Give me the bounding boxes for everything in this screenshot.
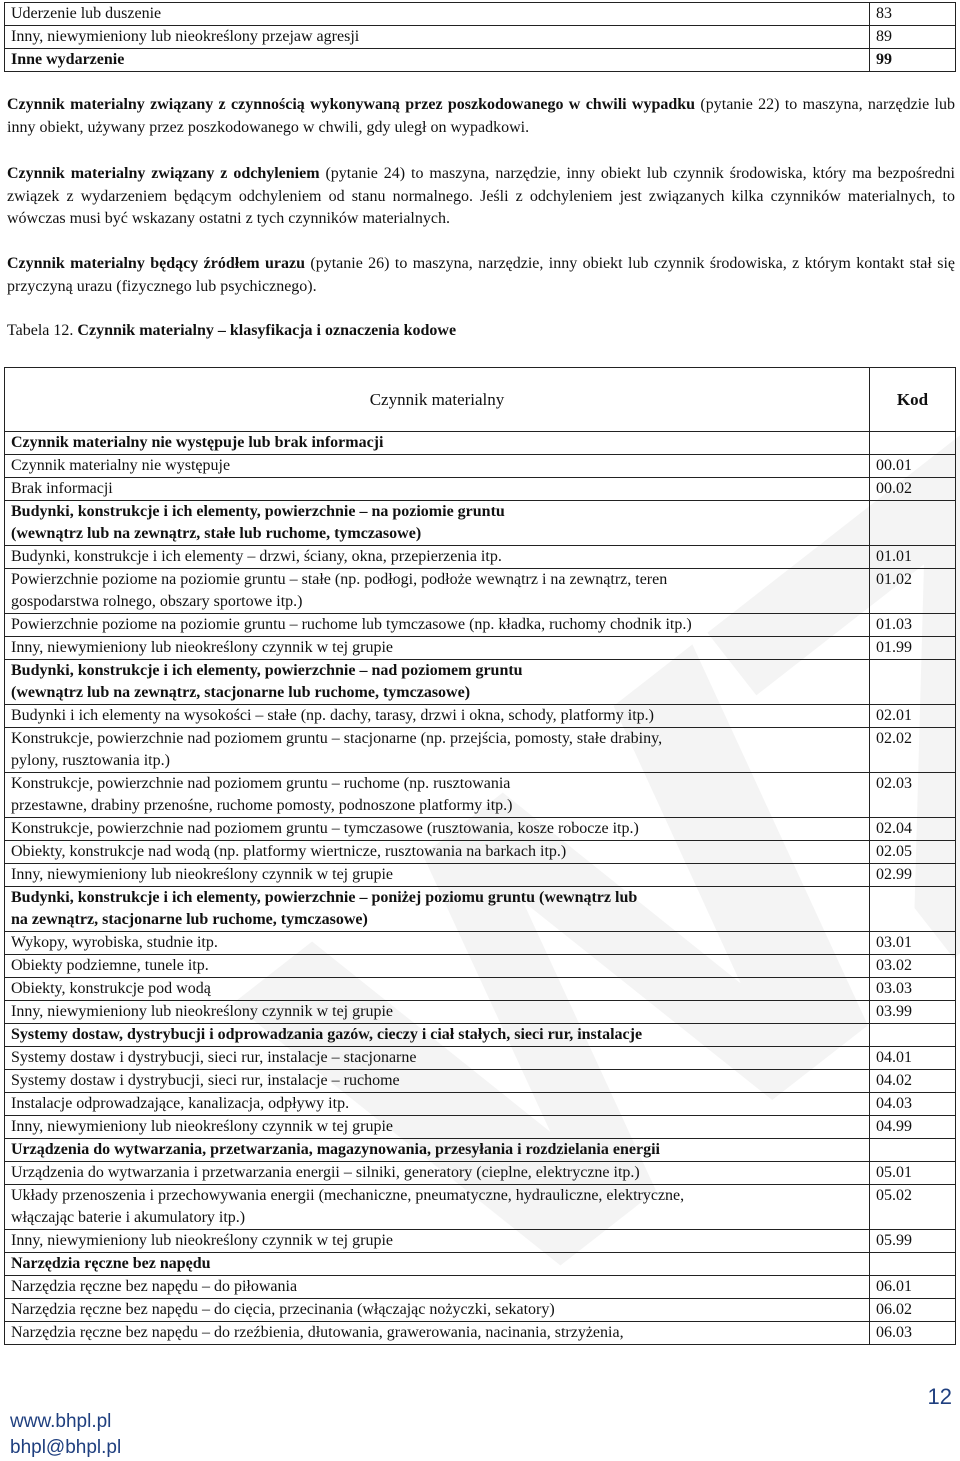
row-label-line: Inny, niewymieniony lub nieokreślony czynnik w tej grupie (11, 1232, 393, 1249)
row-code (870, 432, 956, 455)
group-header-row (5, 887, 956, 932)
row-code: 03.03 (870, 978, 956, 1001)
table-row (5, 614, 956, 637)
table-row (5, 3, 956, 26)
definition-paragraph-1 (7, 94, 955, 139)
row-label (5, 818, 870, 841)
row-label (5, 1047, 870, 1070)
row-code: 04.99 (870, 1116, 956, 1139)
row-label-line: Systemy dostaw i dystrybucji, sieci rur, instalacje – stacjonarne (11, 1049, 417, 1066)
row-label (5, 1116, 870, 1139)
row-code: 99 (870, 49, 956, 72)
row-label (5, 660, 870, 705)
table-row (5, 955, 956, 978)
row-code: 02.02 (870, 728, 956, 773)
row-code (870, 1139, 956, 1162)
row-code: 02.03 (870, 773, 956, 818)
row-code: 06.01 (870, 1276, 956, 1299)
row-label-line: (wewnątrz lub na zewnątrz, stałe lub ruchome, tymczasowe) (11, 525, 422, 542)
row-label (5, 546, 870, 569)
row-label-line: Powierzchnie poziome na poziomie gruntu – stałe (np. podłogi, podłoże wewnątrz i na zewnątrz, teren (11, 571, 668, 588)
table-row (5, 1299, 956, 1322)
row-label (5, 1276, 870, 1299)
row-label (5, 978, 870, 1001)
row-code: 04.01 (870, 1047, 956, 1070)
table-row (5, 1230, 956, 1253)
row-label-line: Systemy dostaw i dystrybucji, sieci rur, instalacje – ruchome (11, 1072, 400, 1089)
table-row (5, 546, 956, 569)
row-label (5, 3, 870, 26)
row-label-line: Konstrukcje, powierzchnie nad poziomem gruntu – ruchome (np. rusztowania (11, 775, 511, 792)
group-header-row (5, 501, 956, 546)
table-row (5, 1047, 956, 1070)
definition-text: (pytanie 22) to maszyna, narzędzie lub inny obiekt, używany przez poszkodowanego w chwili, gdy uległ on wypadkowi. (7, 96, 955, 136)
row-label (5, 1162, 870, 1185)
footer-links (10, 1409, 121, 1461)
row-label (5, 887, 870, 932)
row-label-line: Obiekty, konstrukcje pod wodą (11, 980, 211, 997)
row-label-line: Urządzenia do wytwarzania, przetwarzania, magazynowania, przesyłania i rozdzielania energii (11, 1141, 660, 1158)
row-label-line: Powierzchnie poziome na poziomie gruntu – ruchome lub tymczasowe (np. kładka, ruchomy chodnik itp.) (11, 616, 692, 633)
row-label (5, 932, 870, 955)
row-code: 03.99 (870, 1001, 956, 1024)
row-label (5, 1230, 870, 1253)
row-label-line: Brak informacji (11, 480, 113, 497)
row-code (870, 1253, 956, 1276)
group-header-row (5, 660, 956, 705)
table-row (5, 1116, 956, 1139)
row-label (5, 49, 870, 72)
row-label-line: Budynki, konstrukcje i ich elementy, powierzchnie – na poziomie gruntu (11, 503, 505, 520)
row-label-line: Narzędzia ręczne bez napędu – do cięcia, przecinania (włączając nożyczki, sekatory) (11, 1301, 555, 1318)
row-label (5, 955, 870, 978)
row-label-line: Uderzenie lub duszenie (11, 5, 162, 22)
row-label (5, 1322, 870, 1345)
group-header-row (5, 1253, 956, 1276)
table-row (5, 1322, 956, 1345)
website-link[interactable]: www.bhpl.pl (10, 1411, 112, 1432)
table-row (5, 26, 956, 49)
row-label-line: Budynki, konstrukcje i ich elementy – drzwi, ściany, okna, przepierzenia itp. (11, 548, 502, 565)
row-label-line: Inny, niewymieniony lub nieokreślony czynnik w tej grupie (11, 866, 393, 883)
row-label (5, 432, 870, 455)
row-code: 05.01 (870, 1162, 956, 1185)
row-code: 01.02 (870, 569, 956, 614)
page-number: 12 (927, 1384, 952, 1409)
row-label (5, 26, 870, 49)
row-label-line: Budynki i ich elementy na wysokości – stałe (np. dachy, tarasy, drzwi i okna, schody, platformy itp.) (11, 707, 654, 724)
definition-paragraph-2 (7, 163, 955, 231)
row-label (5, 1070, 870, 1093)
table-row (5, 773, 956, 818)
row-code: 05.99 (870, 1230, 956, 1253)
caption-prefix: Tabela 12. (7, 322, 78, 339)
row-label (5, 1001, 870, 1024)
row-label-line: gospodarstwa rolnego, obszary sportowe itp.) (11, 593, 303, 610)
row-code: 00.02 (870, 478, 956, 501)
table-row (5, 864, 956, 887)
row-code: 02.99 (870, 864, 956, 887)
row-code: 06.02 (870, 1299, 956, 1322)
row-label-line: Inny, niewymieniony lub nieokreślony przejaw agresji (11, 28, 360, 45)
table-row (5, 841, 956, 864)
email-link[interactable]: bhpl@bhpl.pl (10, 1437, 122, 1458)
top-table (4, 2, 956, 72)
group-header-row (5, 1139, 956, 1162)
row-code: 06.03 (870, 1322, 956, 1345)
row-label (5, 637, 870, 660)
row-label (5, 705, 870, 728)
table-row (5, 932, 956, 955)
header-factor: Czynnik materialny (5, 368, 870, 432)
row-label-line: Układy przenoszenia i przechowywania energii (mechaniczne, pneumatyczne, hydrauliczne, elektryczne, (11, 1187, 685, 1204)
row-code: 83 (870, 3, 956, 26)
group-header-row (5, 432, 956, 455)
table-row (5, 478, 956, 501)
row-label (5, 501, 870, 546)
classification-table (4, 367, 956, 1345)
row-code (870, 660, 956, 705)
row-label-line: Budynki, konstrukcje i ich elementy, powierzchnie – nad poziomem gruntu (11, 662, 523, 679)
row-label (5, 1253, 870, 1276)
table-row (5, 728, 956, 773)
row-code: 03.01 (870, 932, 956, 955)
table-row (5, 1001, 956, 1024)
row-code: 00.01 (870, 455, 956, 478)
row-label (5, 569, 870, 614)
row-label (5, 773, 870, 818)
row-code (870, 501, 956, 546)
row-label-line: włączając baterie i akumulatory itp.) (11, 1209, 246, 1226)
row-label (5, 728, 870, 773)
row-label-line: Czynnik materialny nie występuje (11, 457, 231, 474)
row-code: 01.03 (870, 614, 956, 637)
row-code: 04.02 (870, 1070, 956, 1093)
row-label (5, 478, 870, 501)
table-row (5, 705, 956, 728)
row-label (5, 614, 870, 637)
table-row (5, 978, 956, 1001)
table-row (5, 1070, 956, 1093)
row-label-line: Inne wydarzenie (11, 51, 125, 68)
row-label-line: Instalacje odprowadzające, kanalizacja, odpływy itp. (11, 1095, 350, 1112)
definition-text: (pytanie 24) to maszyna, narzędzie, inny obiekt lub czynnik środowiska, który ma bezpośredni związek z wydarzeniem będącym odchyleniem od stanu normalnego. Jeśli z odchyleniem jest związanych kilka czynników materialnych, to wówczas musi być wskazany ostatni z tych czynników materialnych. (7, 165, 955, 227)
row-label-line: Obiekty, konstrukcje nad wodą (np. platformy wiertnicze, rusztowania na barkach itp.) (11, 843, 567, 860)
table-row (5, 569, 956, 614)
row-label-line: Czynnik materialny nie występuje lub brak informacji (11, 434, 384, 451)
row-code (870, 887, 956, 932)
row-label-line: Budynki, konstrukcje i ich elementy, powierzchnie – poniżej poziomu gruntu (wewnątrz lub (11, 889, 638, 906)
definition-term: Czynnik materialny związany z czynnością wykonywaną przez poszkodowanego w chwili wypadku (7, 96, 696, 113)
table-row (5, 1093, 956, 1116)
row-label-line: Obiekty podziemne, tunele itp. (11, 957, 209, 974)
table-row (5, 455, 956, 478)
row-label-line: na zewnątrz, stacjonarne lub ruchome, tymczasowe) (11, 911, 368, 928)
row-label (5, 455, 870, 478)
row-label-line: pylony, rusztowania itp.) (11, 752, 170, 769)
caption-title: Czynnik materialny – klasyfikacja i oznaczenia kodowe (77, 322, 457, 339)
definition-text: (pytanie 26) to maszyna, narzędzie, inny obiekt lub czynnik środowiska, z którym kontakt stał się przyczyną urazu (fizycznego lub psychicznego). (7, 255, 956, 295)
group-header-row (5, 49, 956, 72)
row-label-line: Konstrukcje, powierzchnie nad poziomem gruntu – stacjonarne (np. przejścia, pomosty, stałe drabiny, (11, 730, 663, 747)
row-code: 02.05 (870, 841, 956, 864)
table-header-row (5, 368, 956, 432)
row-label (5, 1024, 870, 1047)
row-code: 01.99 (870, 637, 956, 660)
row-label-line: Systemy dostaw, dystrybucji i odprowadzania gazów, cieczy i ciał stałych, sieci rur, instalacje (11, 1026, 643, 1043)
table-row (5, 1276, 956, 1299)
row-label (5, 841, 870, 864)
table-row (5, 1162, 956, 1185)
row-label-line: Narzędzia ręczne bez napędu (11, 1255, 211, 1272)
row-code: 01.01 (870, 546, 956, 569)
row-code: 02.04 (870, 818, 956, 841)
header-code: Kod (870, 368, 956, 432)
row-label (5, 1185, 870, 1230)
row-code: 03.02 (870, 955, 956, 978)
table-row (5, 818, 956, 841)
definition-term: Czynnik materialny będący źródłem urazu (7, 255, 305, 272)
table-row (5, 1185, 956, 1230)
table-row (5, 637, 956, 660)
row-code: 02.01 (870, 705, 956, 728)
row-label (5, 1139, 870, 1162)
row-label-line: Narzędzia ręczne bez napędu – do rzeźbienia, dłutowania, grawerowania, nacinania, strzyżenia, (11, 1324, 624, 1341)
table-caption (7, 320, 456, 342)
group-header-row (5, 1024, 956, 1047)
row-label-line: Narzędzia ręczne bez napędu – do piłowania (11, 1278, 298, 1295)
definition-paragraph-3 (7, 253, 955, 298)
row-code: 05.02 (870, 1185, 956, 1230)
definition-term: Czynnik materialny związany z odchyleniem (7, 165, 320, 182)
row-code (870, 1024, 956, 1047)
row-label-line: (wewnątrz lub na zewnątrz, stacjonarne lub ruchome, tymczasowe) (11, 684, 471, 701)
row-code: 89 (870, 26, 956, 49)
row-label-line: Urządzenia do wytwarzania i przetwarzania energii – silniki, generatory (cieplne, elektryczne itp.) (11, 1164, 640, 1181)
row-label-line: Inny, niewymieniony lub nieokreślony czynnik w tej grupie (11, 1003, 393, 1020)
row-label-line: Inny, niewymieniony lub nieokreślony czynnik w tej grupie (11, 1118, 393, 1135)
row-label (5, 1093, 870, 1116)
row-label (5, 1299, 870, 1322)
row-label-line: Inny, niewymieniony lub nieokreślony czynnik w tej grupie (11, 639, 393, 656)
row-label-line: Konstrukcje, powierzchnie nad poziomem gruntu – tymczasowe (rusztowania, kosze robocze itp.) (11, 820, 639, 837)
row-label (5, 864, 870, 887)
row-label-line: przestawne, drabiny przenośne, ruchome pomosty, podnoszone platformy itp.) (11, 797, 513, 814)
row-label-line: Wykopy, wyrobiska, studnie itp. (11, 934, 218, 951)
row-code: 04.03 (870, 1093, 956, 1116)
